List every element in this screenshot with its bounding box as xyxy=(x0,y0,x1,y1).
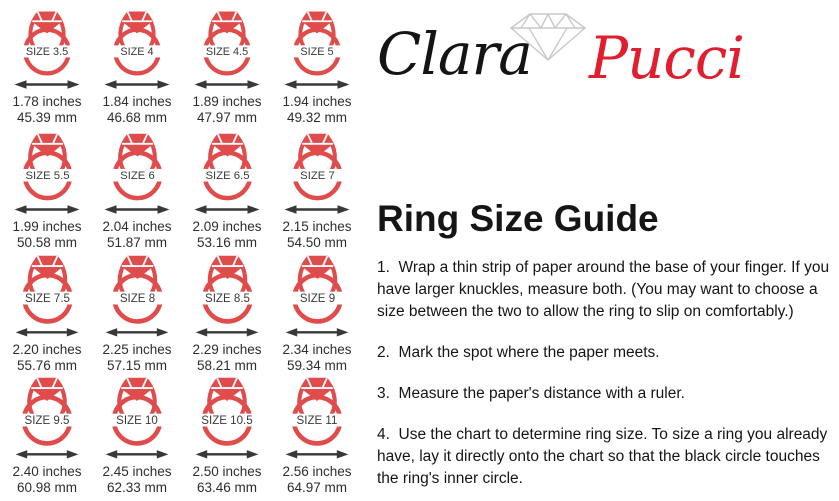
diameter-mm: 47.97 mm xyxy=(196,110,258,125)
diameter-inches: 1.94 inches xyxy=(282,94,352,109)
brand-logo xyxy=(377,10,830,106)
ring-size-cell xyxy=(5,252,90,374)
ring-size-cell xyxy=(7,130,88,252)
ring-size-cell xyxy=(275,252,360,374)
diameter-arrow-icon xyxy=(284,449,350,460)
ring-size-label: SIZE 4.5 xyxy=(205,46,249,59)
ring-icon xyxy=(188,8,266,78)
ring-size-label: SIZE 5 xyxy=(300,46,334,59)
ring-icon xyxy=(184,374,270,448)
ring-icon xyxy=(277,130,358,203)
diameter-inches: 2.04 inches xyxy=(102,219,172,234)
info-panel xyxy=(377,10,830,490)
diameter-mm: 63.46 mm xyxy=(196,480,258,495)
diameter-arrow-icon xyxy=(194,327,260,338)
diameter-inches: 2.25 inches xyxy=(102,342,172,357)
ring-size-label: SIZE 6.5 xyxy=(204,170,250,183)
diameter-arrow-icon xyxy=(14,79,80,90)
ring-size-label: SIZE 7.5 xyxy=(24,292,70,305)
diameter-inches: 1.84 inches xyxy=(102,94,172,109)
instruction-step-4: 4. Use the chart to determine ring size. To size a ring you already have, lay it directly onto the chart so that the black circle touches the ring's inner circle. xyxy=(377,426,828,487)
ring-size-label: SIZE 4 xyxy=(120,46,154,59)
ring-size-label: SIZE 8 xyxy=(119,292,155,305)
ring-icon xyxy=(97,130,178,203)
diameter-inches: 1.89 inches xyxy=(192,94,262,109)
ring-icon xyxy=(274,374,360,448)
diameter-inches: 2.56 inches xyxy=(282,464,352,479)
ring-icon xyxy=(4,374,90,448)
ring-size-label: SIZE 9 xyxy=(299,292,335,305)
diameter-arrow-icon xyxy=(104,204,170,215)
diameter-arrow-icon xyxy=(14,204,80,215)
ring-size-label: SIZE 6 xyxy=(119,170,155,183)
diameter-arrow-icon xyxy=(284,79,350,90)
instruction-step-1: 1. Wrap a thin strip of paper around the base of your finger. If you have larger knuckles, measure both. (You may want to choose a size between the two to allow the ring to slip on comfortably.) xyxy=(377,259,830,320)
brand-name-first: Clara xyxy=(377,20,532,88)
ring-size-label: SIZE 9.5 xyxy=(24,414,70,427)
diameter-mm: 57.15 mm xyxy=(106,358,168,373)
ring-size-cell xyxy=(94,374,180,496)
diameter-arrow-icon xyxy=(284,327,350,338)
ring-icon xyxy=(98,8,176,78)
ring-size-chart xyxy=(2,8,362,496)
diameter-mm: 54.50 mm xyxy=(286,235,348,250)
diameter-inches: 1.78 inches xyxy=(12,94,82,109)
ring-size-label: SIZE 7 xyxy=(299,170,335,183)
ring-size-cell xyxy=(95,252,180,374)
diameter-mm: 64.97 mm xyxy=(286,480,348,495)
diameter-arrow-icon xyxy=(194,449,260,460)
ring-size-label: SIZE 3.5 xyxy=(25,46,69,59)
page-title: Ring Size Guide xyxy=(377,198,659,239)
diameter-inches: 2.09 inches xyxy=(192,219,262,234)
ring-icon xyxy=(275,252,360,326)
ring-icon xyxy=(7,130,88,203)
diameter-arrow-icon xyxy=(104,449,170,460)
diameter-mm: 55.76 mm xyxy=(16,358,78,373)
ring-icon xyxy=(95,252,180,326)
diameter-inches: 1.99 inches xyxy=(12,219,82,234)
diameter-inches: 2.45 inches xyxy=(102,464,172,479)
diameter-arrow-icon xyxy=(14,449,80,460)
ring-size-cell xyxy=(97,130,178,252)
ring-size-cell xyxy=(185,252,270,374)
diameter-mm: 50.58 mm xyxy=(16,235,78,250)
diameter-inches: 2.15 inches xyxy=(282,219,352,234)
ring-size-cell xyxy=(188,8,266,130)
ring-size-label: SIZE 10.5 xyxy=(201,414,253,427)
ring-icon xyxy=(187,130,268,203)
diameter-inches: 2.40 inches xyxy=(12,464,82,479)
diameter-mm: 60.98 mm xyxy=(16,480,78,495)
ring-icon xyxy=(5,252,90,326)
ring-size-label: SIZE 5.5 xyxy=(24,170,70,183)
diameter-mm: 58.21 mm xyxy=(196,358,258,373)
diameter-mm: 46.68 mm xyxy=(106,110,168,125)
diameter-arrow-icon xyxy=(284,204,350,215)
diameter-arrow-icon xyxy=(194,204,260,215)
ring-size-cell xyxy=(184,374,270,496)
instruction-step-2: 2. Mark the spot where the paper meets. xyxy=(377,344,660,361)
diameter-arrow-icon xyxy=(104,79,170,90)
ring-size-cell xyxy=(277,130,358,252)
ring-icon xyxy=(8,8,86,78)
instruction-step-3: 3. Measure the paper's distance with a ruler. xyxy=(377,385,685,402)
diameter-mm: 53.16 mm xyxy=(196,235,258,250)
diameter-mm: 62.33 mm xyxy=(106,480,168,495)
diameter-mm: 45.39 mm xyxy=(16,110,78,125)
diameter-mm: 51.87 mm xyxy=(106,235,168,250)
ring-icon xyxy=(94,374,180,448)
diameter-arrow-icon xyxy=(194,79,260,90)
ring-size-cell xyxy=(4,374,90,496)
ring-size-cell xyxy=(187,130,268,252)
ring-size-cell xyxy=(8,8,86,130)
diameter-arrow-icon xyxy=(104,327,170,338)
instructions xyxy=(377,257,830,490)
ring-size-cell xyxy=(278,8,356,130)
ring-size-label: SIZE 8.5 xyxy=(204,292,250,305)
brand-name-second: Pucci xyxy=(589,24,744,92)
ring-size-label: SIZE 10 xyxy=(116,414,158,427)
diameter-arrow-icon xyxy=(14,327,80,338)
diameter-mm: 49.32 mm xyxy=(286,110,348,125)
ring-icon xyxy=(278,8,356,78)
ring-icon xyxy=(185,252,270,326)
ring-size-cell xyxy=(274,374,360,496)
diameter-inches: 2.20 inches xyxy=(12,342,82,357)
diamond-outline-icon xyxy=(503,10,593,64)
diameter-inches: 2.50 inches xyxy=(192,464,262,479)
diameter-mm: 59.34 mm xyxy=(286,358,348,373)
diameter-inches: 2.29 inches xyxy=(192,342,262,357)
diameter-inches: 2.34 inches xyxy=(282,342,352,357)
ring-size-label: SIZE 11 xyxy=(296,414,338,427)
ring-size-cell xyxy=(98,8,176,130)
